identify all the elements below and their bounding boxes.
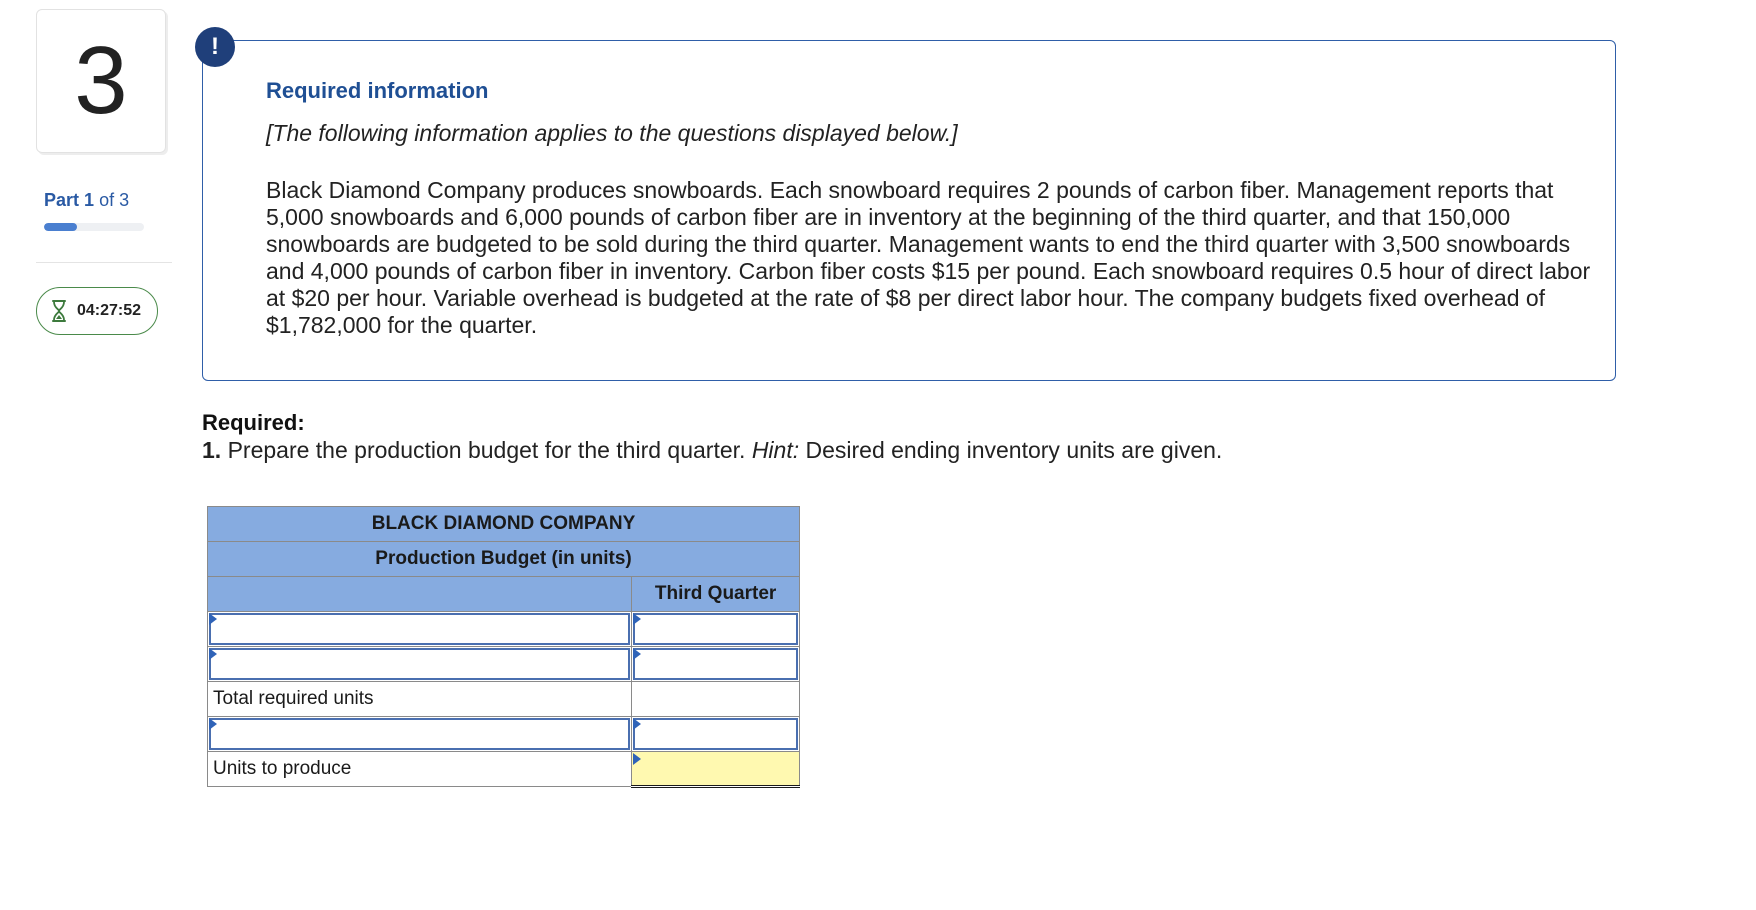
dropdown-marker-icon (209, 613, 217, 625)
hint-text: Desired ending inventory units are given. (805, 437, 1223, 463)
hint-label: Hint: (751, 437, 800, 463)
question-number: 3 (36, 9, 166, 153)
dropdown-marker-icon (633, 718, 641, 730)
total-required-units-value (632, 682, 800, 717)
table-row (208, 717, 800, 752)
info-subtitle: [The following information applies to the questions displayed below.] (266, 120, 958, 146)
table-row (208, 647, 800, 682)
required-heading: Required: (202, 410, 305, 435)
part-total: of 3 (99, 190, 130, 210)
table-row (208, 682, 800, 717)
dropdown-marker-icon (633, 613, 641, 625)
dropdown-marker-icon (209, 718, 217, 730)
table-row (208, 612, 800, 647)
rail-divider (36, 262, 172, 263)
part-indicator (44, 190, 129, 211)
info-title: Required information (266, 78, 489, 103)
part-current: 1 (84, 190, 95, 210)
production-budget-table (207, 506, 800, 788)
row-2-label-input[interactable] (208, 647, 632, 682)
required-item-number: 1. (202, 437, 222, 463)
part-progress-fill (44, 223, 77, 231)
table-blank-header (208, 577, 632, 612)
table-row (208, 752, 800, 787)
row-4-label-input[interactable] (208, 717, 632, 752)
row-2-value-input[interactable] (632, 647, 800, 682)
info-body: Black Diamond Company produces snowboards. Each snowboard requires 2 pounds of carbon fiber. Management reports that 5,000 snowboards and 6,000 pounds of carbon fiber are in inventory at the beginning of the third quarter, and that 150,000 snowboards are budgeted to be sold during the third quarter. Management wants to end the third quarter with 3,500 snowboards and 4,000 pounds of carbon fiber in inventory. Carbon fiber costs $15 per pound. Each snowboard requires 0.5 hour of direct labor at $20 per hour. Variable overhead is budgeted at the rate of $8 per direct labor hour. The company budgets fixed overhead of $1,782,000 for the quarter. (266, 177, 1591, 338)
part-word: Part (44, 190, 80, 210)
dropdown-marker-icon (633, 753, 641, 765)
alert-icon: ! (195, 27, 235, 67)
table-title: Production Budget (in units) (208, 542, 800, 577)
row-1-label-input[interactable] (208, 612, 632, 647)
column-header-third-quarter: Third Quarter (632, 577, 800, 612)
row-4-value-input[interactable] (632, 717, 800, 752)
dropdown-marker-icon (209, 648, 217, 660)
table-company-name: BLACK DIAMOND COMPANY (208, 507, 800, 542)
timer[interactable] (36, 287, 158, 335)
units-to-produce-answer[interactable] (632, 752, 800, 787)
row-1-value-input[interactable] (632, 612, 800, 647)
required-item-text: Prepare the production budget for the third quarter. (227, 437, 746, 463)
hourglass-icon (51, 300, 67, 322)
part-progress-bar (44, 223, 144, 231)
dropdown-marker-icon (633, 648, 641, 660)
timer-value: 04:27:52 (77, 302, 142, 319)
total-required-units-label: Total required units (208, 682, 632, 717)
units-to-produce-label: Units to produce (208, 752, 632, 787)
required-item (202, 437, 1222, 464)
